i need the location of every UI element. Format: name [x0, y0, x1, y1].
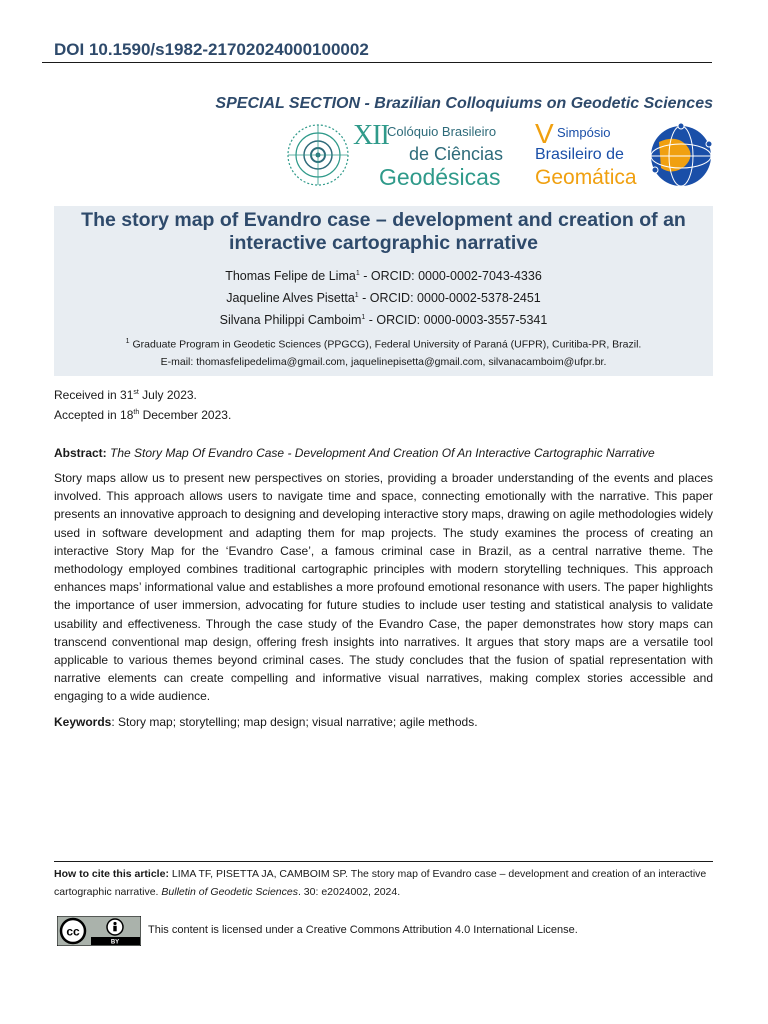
coloquio-logo — [285, 118, 525, 194]
keywords — [54, 715, 478, 729]
author-line — [54, 269, 713, 283]
received-date: Received in 31st July 2023. — [54, 388, 197, 402]
author-line — [54, 291, 713, 305]
simposio-line2: Brasileiro de — [535, 146, 624, 163]
title-block — [54, 206, 713, 376]
accepted-date: Accepted in 18th December 2023. — [54, 408, 232, 422]
abstract-body: Story maps allow us to present new perspectives on stories, providing a broader understanding of the events and places involved. This approach allows users to navigate time and space, connecting emotionally with the narrative. This paper presents an innovative approach to designing and developing interactive story maps, drawing on agile methodologies widely used in software development and adapting them for map projects. The study examines the process of creating an interactive Story Map for the ‘Evandro Case’, a famous criminal case in Brazil, as a central narrative theme. The methodology employed combines traditional cartographic principles with modern storytelling techniques. This approach enhances maps’ informational value and establishes a more profound emotional resonance with users. The paper highlights the importance of user immersion, advocating for future studies to include user testing and statistical analysis to validate usability and effectiveness. Through the case study of the Evandro Case, the paper demonstrates how story maps can transcend conventional map design, offering fresh insights into narratives. It argues that story maps are a versatile tool applicable to various themes beyond criminal cases. The study concludes that the fusion of spatial representation with narrative elements can create compelling and informative visual narratives, making complex stories accessible and engaging to a wide audience. — [54, 471, 713, 704]
author-sup: 1 — [355, 269, 360, 277]
globe-icon — [647, 120, 715, 190]
coloquio-numeral: XII — [353, 120, 389, 151]
author-sup: 1 — [354, 291, 359, 299]
doi: DOI 10.1590/s1982-21702024000100002 — [54, 40, 369, 59]
special-section-label: SPECIAL SECTION - Brazilian Colloquiums on Geodetic Sciences — [215, 95, 713, 112]
author-name: Jaqueline Alves Pisetta — [226, 291, 355, 305]
citation-label: How to cite this article: — [54, 868, 169, 880]
affiliation — [54, 338, 713, 351]
affiliation-sup: 1 — [125, 338, 130, 345]
keywords-list: : Story map; storytelling; map design; visual narrative; agile methods. — [111, 715, 478, 729]
author-emails: E-mail: thomasfelipedelima@gmail.com, jaquelinepisetta@gmail.com, silvanacamboim@ufpr.br. — [160, 356, 607, 368]
cc-icon: cc — [66, 924, 80, 939]
license-text: This content is licensed under a Creative Commons Attribution 4.0 International License. — [148, 924, 578, 936]
conference-logos — [285, 118, 715, 194]
coloquio-line2: de Ciências — [409, 144, 504, 164]
paper-title — [54, 209, 713, 255]
dates — [54, 384, 231, 424]
author-sup: 1 — [361, 313, 366, 321]
coloquio-line3: Geodésicas — [379, 164, 501, 190]
journal-name: Bulletin of Geodetic Sciences — [161, 885, 298, 898]
cc-by-license-badge[interactable] — [57, 916, 141, 946]
target-emblem-icon — [285, 120, 351, 190]
abstract-label: Abstract: — [54, 446, 107, 460]
footer-divider — [54, 861, 713, 862]
header-divider — [42, 62, 712, 63]
by-icon: BY — [110, 939, 120, 946]
coloquio-line1: Colóquio Brasileiro — [387, 124, 497, 139]
abstract-title: The Story Map Of Evandro Case - Development And Creation Of An Interactive Cartographic Narrative — [110, 446, 655, 460]
author-name: Silvana Philippi Camboim — [219, 313, 362, 327]
keywords-label: Keywords — [54, 715, 112, 729]
author-orcid: - ORCID: 0000-0002-5378-2451 — [358, 291, 541, 305]
author-line — [54, 313, 713, 327]
author-name: Thomas Felipe de Lima — [225, 269, 356, 283]
author-orcid: - ORCID: 0000-0003-3557-5341 — [365, 313, 548, 327]
simposio-line3: Geomática — [535, 166, 637, 189]
abstract-heading — [54, 446, 655, 460]
author-orcid: - ORCID: 0000-0002-7043-4336 — [359, 269, 542, 283]
affiliation-text: Graduate Program in Geodetic Sciences (PPGCG), Federal University of Paraná (UFPR), Curitiba-PR, Brazil. — [129, 338, 642, 351]
paper-title-line2: interactive cartographic narrative — [229, 232, 538, 254]
simposio-numeral: V — [535, 118, 554, 149]
simposio-logo — [533, 118, 718, 194]
citation: How to cite this article: LIMA TF, PISETTA JA, CAMBOIM SP. The story map of Evandro case – development and creation of an interactive cartographic narrative. Bulletin of Geodetic Sciences. 30: e2024002, 2024. — [54, 868, 707, 898]
simposio-line1: Simpósio — [557, 125, 611, 140]
paper-title-line1: The story map of Evandro case – development and creation of an — [81, 209, 686, 231]
